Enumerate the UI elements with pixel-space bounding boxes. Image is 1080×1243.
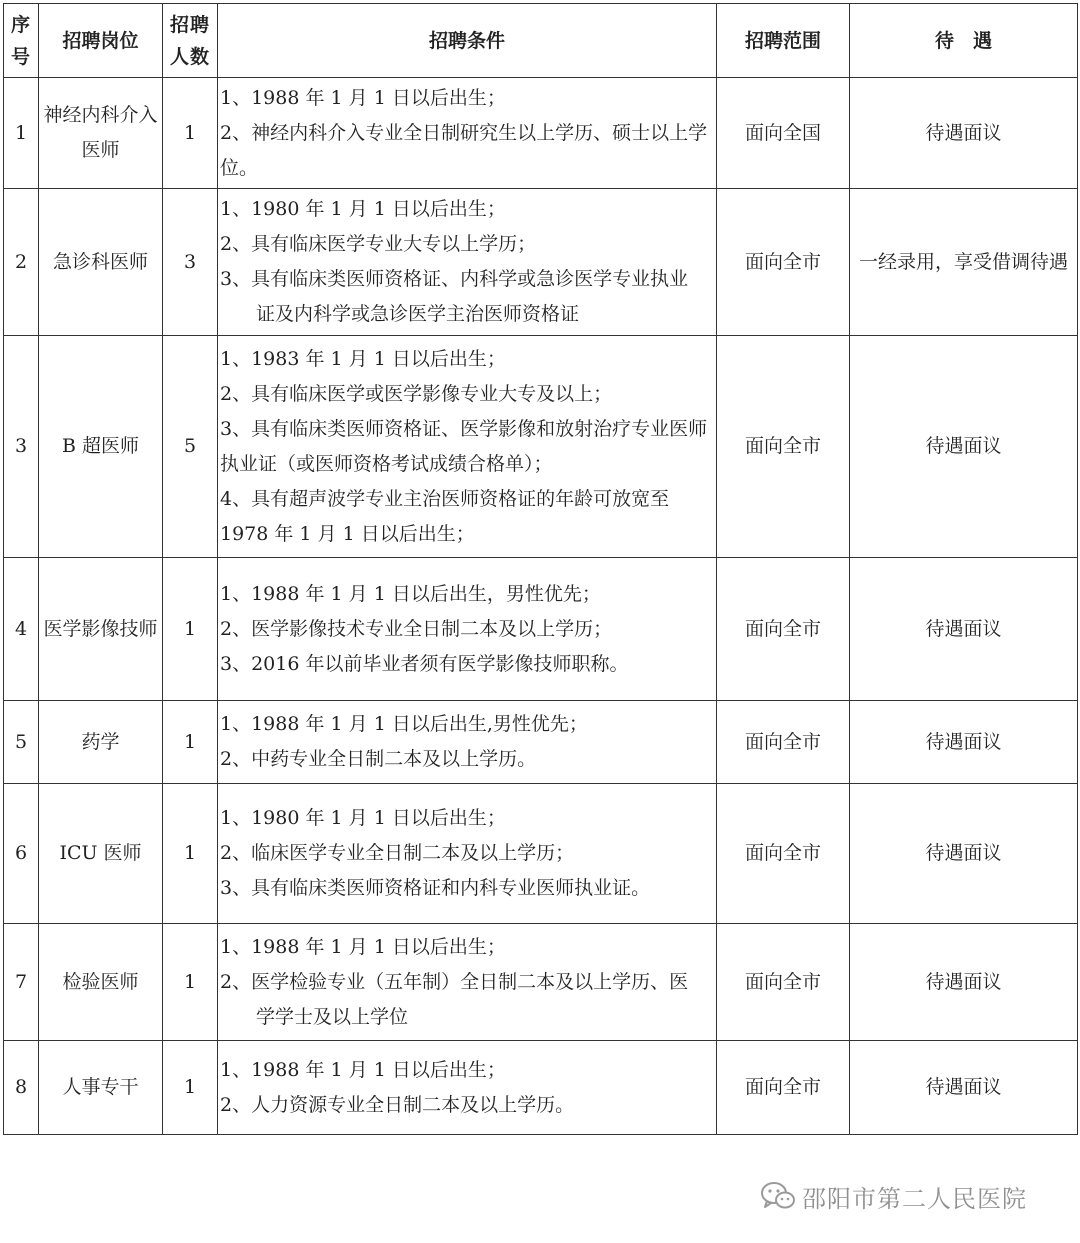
row-position: 神经内科介入医师 bbox=[39, 78, 163, 189]
condition-line: 3、2016 年以前毕业者须有医学影像技师职称。 bbox=[220, 652, 629, 675]
row-index: 8 bbox=[4, 1041, 39, 1135]
condition-line: 证及内科学或急诊医学主治医师资格证 bbox=[256, 303, 580, 325]
row-scope: 面向全市 bbox=[717, 1041, 850, 1135]
row-position: 人事专干 bbox=[39, 1041, 163, 1135]
table-row bbox=[4, 1041, 1078, 1135]
row-count: 3 bbox=[163, 189, 218, 336]
condition-line: 2、具有临床医学专业大专以上学历； bbox=[220, 233, 537, 255]
row-conditions bbox=[218, 924, 717, 1041]
row-position: 急诊科医师 bbox=[39, 189, 163, 336]
condition-line: 2、人力资源专业全日制二本及以上学历。 bbox=[220, 1093, 575, 1116]
table-row bbox=[4, 189, 1078, 336]
row-index: 6 bbox=[4, 784, 39, 924]
row-position: 医学影像技师 bbox=[39, 558, 163, 701]
row-scope: 面向全市 bbox=[717, 336, 850, 558]
row-position: B 超医师 bbox=[39, 336, 163, 558]
recruitment-table bbox=[3, 3, 1078, 1135]
condition-line: 1、1988 年 1 月 1 日以后出生,男性优先； bbox=[220, 713, 588, 735]
condition-line: 3、具有临床类医师资格证、内科学或急诊医学专业执业 bbox=[220, 268, 689, 290]
row-count: 1 bbox=[163, 784, 218, 924]
row-conditions bbox=[218, 189, 717, 336]
header-conditions: 招聘条件 bbox=[218, 4, 717, 78]
header-index bbox=[4, 4, 39, 78]
condition-line: 2、医学影像技术专业全日制二本及以上学历； bbox=[220, 617, 613, 640]
row-scope: 面向全市 bbox=[717, 924, 850, 1041]
row-count: 1 bbox=[163, 78, 218, 189]
condition-line: 2、神经内科介入专业全日制研究生以上学历、硕士以上学位。 bbox=[220, 121, 708, 179]
row-scope: 面向全市 bbox=[717, 701, 850, 784]
header-index-line-2: 号 bbox=[10, 45, 31, 68]
watermark bbox=[760, 1178, 1027, 1214]
condition-line: 3、具有临床类医师资格证、医学影像和放射治疗专业医师执业证（或医师资格考试成绩合格单）； bbox=[220, 417, 708, 475]
row-benefit: 待遇面议 bbox=[850, 924, 1078, 1041]
row-index: 3 bbox=[4, 336, 39, 558]
row-index: 5 bbox=[4, 701, 39, 784]
row-index: 4 bbox=[4, 558, 39, 701]
row-count: 1 bbox=[163, 924, 218, 1041]
table-row bbox=[4, 78, 1078, 189]
header-count-line-2: 人数 bbox=[169, 45, 210, 68]
row-scope: 面向全市 bbox=[717, 189, 850, 336]
condition-line: 1、1988 年 1 月 1 日以后出生； bbox=[220, 86, 506, 109]
condition-line: 2、临床医学专业全日制二本及以上学历； bbox=[220, 842, 575, 864]
condition-line: 3、具有临床类医师资格证和内科专业医师执业证。 bbox=[220, 877, 651, 899]
table-row bbox=[4, 701, 1078, 784]
row-conditions bbox=[218, 558, 717, 701]
table-header-row bbox=[4, 4, 1078, 78]
table-row bbox=[4, 336, 1078, 558]
table-row bbox=[4, 784, 1078, 924]
condition-line: 4、具有超声波学专业主治医师资格证的年龄可放宽至 1978 年 1 月 1 日以后出生； bbox=[220, 487, 670, 545]
row-benefit: 待遇面议 bbox=[850, 1041, 1078, 1135]
row-position: 检验医师 bbox=[39, 924, 163, 1041]
condition-line: 1、1988 年 1 月 1 日以后出生； bbox=[220, 1058, 506, 1081]
header-count-line-1: 招聘 bbox=[169, 13, 210, 36]
row-benefit: 待遇面议 bbox=[850, 784, 1078, 924]
condition-line: 2、具有临床医学或医学影像专业大专及以上； bbox=[220, 382, 613, 405]
condition-line: 学学士及以上学位 bbox=[256, 1005, 409, 1028]
table-row bbox=[4, 558, 1078, 701]
condition-line: 2、中药专业全日制二本及以上学历。 bbox=[220, 748, 537, 770]
condition-line: 1、1980 年 1 月 1 日以后出生； bbox=[220, 198, 506, 220]
row-position: 药学 bbox=[39, 701, 163, 784]
row-count: 1 bbox=[163, 1041, 218, 1135]
header-index-line-1: 序 bbox=[10, 13, 31, 36]
row-scope: 面向全市 bbox=[717, 784, 850, 924]
row-conditions bbox=[218, 1041, 717, 1135]
header-benefit: 待 遇 bbox=[850, 4, 1078, 78]
condition-line: 1、1988 年 1 月 1 日以后出生，男性优先； bbox=[220, 582, 601, 605]
row-count: 5 bbox=[163, 336, 218, 558]
row-index: 2 bbox=[4, 189, 39, 336]
header-count bbox=[163, 4, 218, 78]
row-position: ICU 医师 bbox=[39, 784, 163, 924]
condition-line: 1、1980 年 1 月 1 日以后出生； bbox=[220, 807, 506, 829]
row-benefit: 一经录用，享受借调待遇 bbox=[850, 189, 1078, 336]
row-conditions bbox=[218, 336, 717, 558]
header-position: 招聘岗位 bbox=[39, 4, 163, 78]
row-scope: 面向全市 bbox=[717, 558, 850, 701]
row-conditions bbox=[218, 701, 717, 784]
row-index: 1 bbox=[4, 78, 39, 189]
row-benefit: 待遇面议 bbox=[850, 78, 1078, 189]
row-conditions bbox=[218, 784, 717, 924]
row-conditions bbox=[218, 78, 717, 189]
row-scope: 面向全国 bbox=[717, 78, 850, 189]
row-index: 7 bbox=[4, 924, 39, 1041]
row-benefit: 待遇面议 bbox=[850, 336, 1078, 558]
row-benefit: 待遇面议 bbox=[850, 701, 1078, 784]
condition-line: 1、1983 年 1 月 1 日以后出生； bbox=[220, 347, 506, 370]
wechat-icon bbox=[760, 1181, 796, 1211]
row-count: 1 bbox=[163, 701, 218, 784]
table-row bbox=[4, 924, 1078, 1041]
condition-line: 2、医学检验专业（五年制）全日制二本及以上学历、医 bbox=[220, 970, 689, 993]
condition-line: 1、1988 年 1 月 1 日以后出生； bbox=[220, 935, 506, 958]
row-count: 1 bbox=[163, 558, 218, 701]
header-scope: 招聘范围 bbox=[717, 4, 850, 78]
row-benefit: 待遇面议 bbox=[850, 558, 1078, 701]
watermark-text: 邵阳市第二人民医院 bbox=[802, 1184, 1027, 1213]
